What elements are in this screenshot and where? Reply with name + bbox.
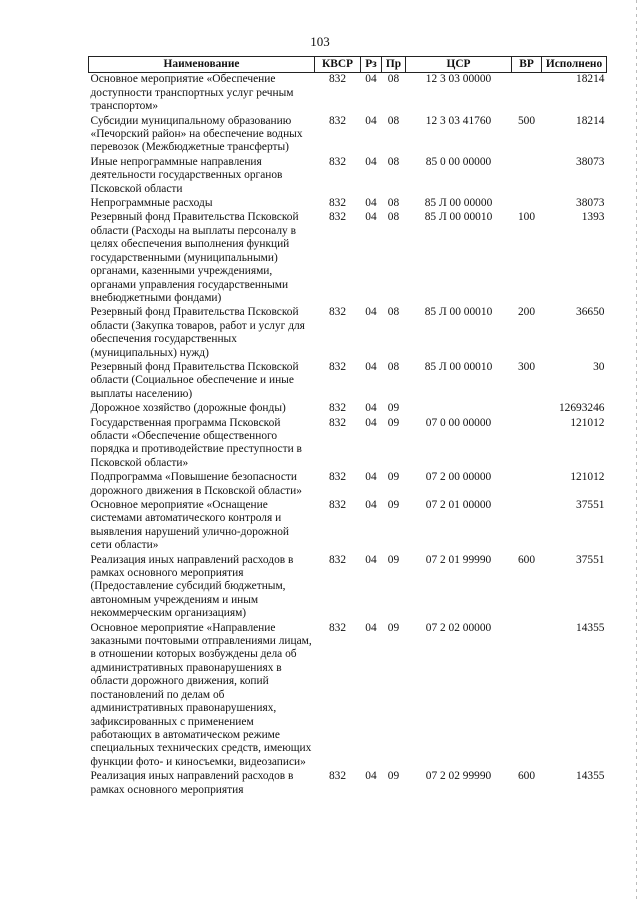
row-rz: 04 [365,499,377,511]
table-row [89,622,607,770]
row-pr: 08 [387,211,400,224]
row-csr: 85 Л 00 00010 [424,360,493,373]
row-kvsr: 832 [328,155,347,168]
row-pr: 08 [387,114,400,127]
row-vr [512,197,542,211]
row-pr: 09 [387,416,400,429]
row-name: Подпрограмма «Повышение безопасности дорожного движения в Псковской области» [90,471,302,497]
row-executed: 18214 [576,114,605,127]
row-kvsr: 832 [328,211,347,224]
row-rz: 04 [365,306,377,319]
row-csr: 12 3 03 00000 [425,73,492,86]
table-row [89,499,607,554]
row-kvsr: 832 [328,770,347,783]
row-vr: 300 [517,360,536,373]
row-kvsr: 832 [328,306,347,319]
row-pr: 08 [387,197,400,210]
row-executed: 37551 [576,553,605,566]
row-vr [512,156,542,197]
row-vr [512,622,542,770]
row-csr: 85 Л 00 00010 [424,211,493,224]
row-vr [512,471,542,499]
row-rz: 04 [365,114,377,127]
row-kvsr: 832 [328,73,347,86]
row-rz: 04 [365,155,377,168]
row-name: Резервный фонд Правительства Псковской области (Социальное обеспечение и иные выплаты населению) [90,360,299,400]
row-pr: 09 [387,770,400,783]
header-pr: Пр [382,57,406,73]
header-executed: Исполнено [542,57,607,73]
row-csr: 07 2 01 99990 [425,553,492,566]
row-csr: 07 2 02 99990 [425,770,492,783]
row-name: Реализация иных направлений расходов в рамках основного мероприятия (Предоставление субсидий бюджетным, автономным учреждениям и иным некоммерческим организациям) [90,553,294,620]
row-pr: 09 [387,499,400,511]
row-executed: 121012 [570,416,605,429]
table-row [89,361,607,402]
row-csr [406,402,512,416]
row-name: Резервный фонд Правительства Псковской области (Закупка товаров, работ и услуг для обеспечения государственных (муниципальных) нужд) [90,306,305,359]
row-csr: 07 2 02 00000 [425,621,492,634]
row-name: Резервный фонд Правительства Псковской области (Расходы на выплаты персоналу в целях обеспечения выполнения функций государственными (муниципальными) органами, казенными учреждениями, органами управления государственными внебюджетными фондами) [90,211,299,304]
row-vr: 100 [517,211,536,224]
row-kvsr: 832 [328,553,347,566]
row-vr [512,73,542,115]
row-rz: 04 [365,471,377,484]
row-executed: 14355 [576,770,605,783]
row-csr: 07 2 00 00000 [425,471,492,484]
row-pr: 09 [387,402,400,415]
row-csr: 07 2 01 00000 [425,499,492,511]
row-csr: 12 3 03 41760 [425,114,492,127]
header-csr: ЦСР [406,57,512,73]
row-name: Иные непрограммные направления деятельности государственных органов Псковской области [90,155,283,195]
row-executed: 18214 [576,73,605,86]
row-vr: 200 [517,306,536,319]
row-name: Основное мероприятие «Обеспечение доступности транспортных услуг речным транспортом» [90,73,294,113]
row-pr: 09 [387,621,400,634]
row-pr: 09 [387,471,400,484]
row-name: Основное мероприятие «Направление заказными почтовыми отправлениями лицам, в отношении которых возбуждены дела об административных правонарушениях в области дорожного движения, копий постановлений по делам об административных правонарушениях, зафиксированных с применением работающих в автоматическом режиме специальных технических средств, имеющих функции фото- и киносъемки, видеозаписи» [90,621,312,768]
row-csr: 85 Л 00 00010 [424,306,493,319]
row-rz: 04 [365,621,377,634]
row-rz: 04 [365,360,377,373]
header-rz: Рз [361,57,382,73]
row-executed: 38073 [576,197,605,210]
table-row [89,417,607,472]
row-kvsr: 832 [328,360,347,373]
row-csr: 85 Л 00 00000 [424,197,493,210]
table-row [89,471,607,499]
row-vr [512,402,542,416]
row-executed: 30 [593,360,605,373]
table-header [89,57,607,73]
row-csr: 85 0 00 00000 [425,155,492,168]
row-kvsr: 832 [328,114,347,127]
row-rz: 04 [365,416,377,429]
row-kvsr: 832 [328,621,347,634]
row-kvsr: 832 [328,197,347,210]
header-name: Наименование [89,57,315,73]
row-name: Субсидии муниципальному образованию «Печорский район» на обеспечение водных перевозок (Межбюджетные трансферты) [90,114,303,154]
row-pr: 08 [387,73,400,86]
row-rz: 04 [365,211,377,224]
header-vr: ВР [512,57,542,73]
row-executed: 38073 [576,155,605,168]
table-row [89,73,607,115]
row-vr: 600 [517,770,536,783]
budget-table [88,56,607,798]
table-row [89,211,607,306]
row-csr: 07 0 00 00000 [425,416,492,429]
table-body [89,73,607,798]
table-row [89,402,607,416]
row-pr: 08 [387,360,400,373]
row-rz: 04 [365,402,377,415]
table-row [89,156,607,197]
row-executed: 37551 [576,499,605,511]
page-number: 103 [310,34,330,49]
row-pr: 08 [387,306,400,319]
row-executed: 1393 [581,211,605,224]
row-name: Основное мероприятие «Оснащение системами автоматического контроля и выявления нарушений улично-дорожной сети области» [90,499,290,552]
row-vr: 600 [517,553,536,566]
row-vr: 500 [517,114,536,127]
row-vr [512,499,542,554]
row-executed: 36650 [576,306,605,319]
row-kvsr: 832 [328,402,347,415]
row-executed: 121012 [570,471,605,484]
row-pr: 08 [387,155,400,168]
table-row [89,115,607,156]
row-name: Непрограммные расходы [90,197,213,210]
row-pr: 09 [387,553,400,566]
table-row [89,770,607,798]
row-kvsr: 832 [328,499,347,511]
row-executed: 12693246 [558,402,605,415]
table-row [89,197,607,211]
row-rz: 04 [365,197,377,210]
row-kvsr: 832 [328,471,347,484]
row-rz: 04 [365,73,377,86]
row-name: Реализация иных направлений расходов в рамках основного мероприятия [90,770,294,796]
row-name: Государственная программа Псковской области «Обеспечение общественного порядка и противодействие преступности в Псковской области» [90,416,302,469]
table-row [89,554,607,622]
row-name: Дорожное хозяйство (дорожные фонды) [90,402,286,415]
scan-edge [636,0,637,899]
row-executed: 14355 [576,621,605,634]
header-kvsr: КВСР [315,57,361,73]
table-row [89,306,607,361]
row-vr [512,417,542,472]
row-kvsr: 832 [328,416,347,429]
row-rz: 04 [365,553,377,566]
row-rz: 04 [365,770,377,783]
